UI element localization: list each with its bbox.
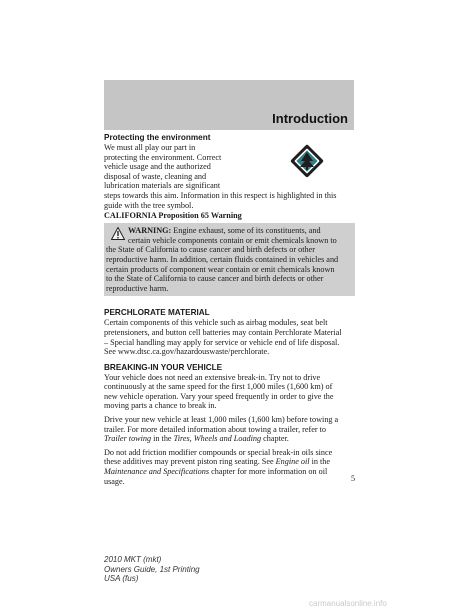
perchlorate-heading: PERCHLORATE MATERIAL — [104, 308, 210, 318]
environment-line-6: steps towards this aim. Information in this respect is highlighted in this — [104, 190, 337, 200]
warning-text-2: certain vehicle components contain or emit chemicals known to — [128, 235, 337, 245]
perchlorate-line-2: pretensioners, and button cell batteries may contain Perchlorate Material — [104, 327, 342, 337]
warning-text-5: certain products of component wear contain or emit chemicals known — [106, 264, 335, 274]
environment-line-5: lubrication materials are significant — [104, 181, 221, 191]
environment-line-3: vehicle usage and the authorized — [104, 162, 211, 172]
maintenance-reference: Maintenance and Specifications — [104, 467, 210, 477]
warning-box — [104, 223, 355, 296]
warning-text-7: reproductive harm. — [106, 283, 169, 293]
warning-text-3: the State of California to cause cancer and birth defects or other — [106, 245, 315, 255]
footer-model: 2010 MKT — [104, 555, 141, 564]
warning-text-4: reproductive harm. In addition, certain fluids contained in vehicles and — [106, 254, 339, 264]
environment-line-2: protecting the environment. Correct — [104, 152, 222, 162]
environment-line-7: guide with the tree symbol. — [104, 200, 194, 210]
page-content — [104, 133, 355, 486]
page-number: 5 — [351, 474, 355, 483]
breakin-p2-line-3: Trailer towing in the Tires, Wheels and Loading chapter. — [104, 434, 289, 444]
breakin-p3-line-1: Do not add friction modifier compounds or special break-in oils since — [104, 447, 333, 457]
breakin-p2-line-1: Drive your new vehicle at least 1,000 miles (1,600 km) before towing a — [104, 415, 339, 425]
warning-header — [106, 226, 353, 245]
watermark: carmanualsonline.info — [309, 599, 387, 608]
tires-wheels-reference: Tires, Wheels and Loading — [173, 434, 262, 444]
breakin-p2-line-2: trailer. For more detailed information about towing a trailer, refer to — [104, 424, 327, 434]
perchlorate-line-1: Certain components of this vehicle such as airbag modules, seat belt — [104, 318, 328, 328]
header-band — [104, 80, 354, 130]
footer-printing: Owners Guide, 1st Printing — [104, 564, 200, 574]
trailer-towing-reference: Trailer towing — [104, 434, 152, 444]
perchlorate-line-4: See www.dtsc.ca.gov/hazardouswaste/perchlorate. — [104, 347, 270, 357]
environment-line-4: disposal of waste, cleaning and — [104, 171, 207, 181]
footer: 2010 MKT (mkt) Owners Guide, 1st Printing USA (fus) — [104, 555, 200, 583]
environment-section — [104, 133, 355, 210]
environment-line-1: We must all play our part in — [104, 143, 196, 152]
california-heading: CALIFORNIA Proposition 65 Warning — [104, 211, 242, 221]
breakin-p3-line-3: Maintenance and Specifications chapter for more information on oil — [104, 467, 328, 477]
warning-triangle-icon — [111, 227, 125, 240]
engine-oil-reference: Engine oil — [275, 457, 310, 467]
footer-region: USA — [104, 574, 121, 583]
breakin-p1-line-4: moving parts a chance to break in. — [104, 401, 217, 411]
breakin-p1-line-1: Your vehicle does not need an extensive break-in. Try not to drive — [104, 372, 321, 382]
breakin-p1-line-3: new vehicle operation. Vary your speed frequently in order to give the — [104, 391, 334, 401]
environment-heading: Protecting the environment — [104, 133, 211, 142]
warning-text-6: to the State of California to cause cancer and birth defects or other — [106, 274, 324, 284]
page-title: Introduction — [272, 111, 348, 126]
tree-symbol-icon — [289, 143, 325, 179]
breakin-p3-line-4: usage. — [104, 476, 125, 486]
breakin-p3-line-2: these additives may prevent piston ring seating. See Engine oil in the — [104, 457, 331, 467]
warning-text-1: Engine exhaust, some of its constituents, and — [171, 226, 321, 236]
breakin-p1-line-2: continuously at the same speed for the first 1,000 miles (1,600 km) of — [104, 382, 333, 392]
warning-label: WARNING: — [128, 226, 172, 236]
perchlorate-line-3: – Special handling may apply for service or vehicle end of life disposal. — [104, 337, 340, 347]
breakin-heading: BREAKING-IN YOUR VEHICLE — [104, 362, 223, 372]
